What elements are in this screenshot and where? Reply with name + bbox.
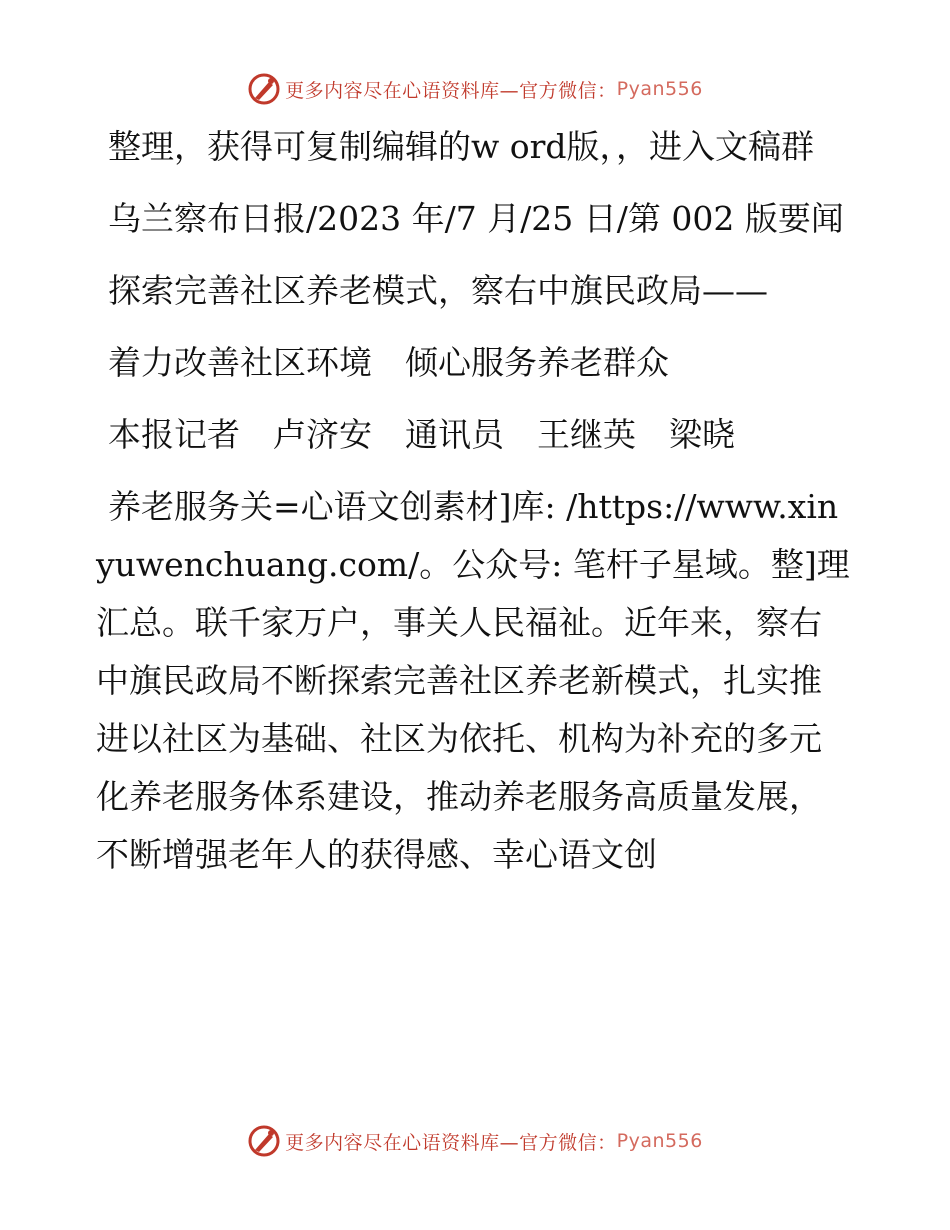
pen-logo-icon: [247, 72, 281, 106]
watermark-banner-top: [0, 72, 950, 106]
watermark-banner-bottom: [0, 1124, 950, 1158]
watermark-wechat-id: Pyan556: [616, 78, 703, 100]
headline-main: 着力改善社区环境 倾心服务养老群众: [108, 343, 669, 382]
headline-lead: 探索完善社区养老模式，察右中旗民政局——: [108, 271, 768, 310]
watermark-wechat-id: Pyan556: [616, 1130, 703, 1152]
watermark-text: 更多内容尽在心语资料库—官方微信：: [285, 1131, 617, 1154]
document-body: [96, 118, 852, 898]
watermark-text: 更多内容尽在心语资料库—官方微信：: [285, 79, 617, 102]
intro-line: 整理，获得可复制编辑的w ord版，，进入文稿群: [108, 127, 815, 166]
source-line: 乌兰察布日报/2023 年/7 月/25 日/第 002 版要闻: [108, 199, 844, 238]
byline: 本报记者 卢济安 通讯员 王继英 梁晓: [108, 415, 735, 454]
pen-logo-icon: [247, 1124, 281, 1158]
article-paragraph: 养老服务关=心语文创素材]库: /https://www.xinyuwenchuang.com/。公众号: 笔杆子星域。整]理汇总。联千家万户，事关人民福祉。近年来，察右中旗民政局不断探索完善社区养老新模式，扎实推进以社区为基础、社区为依托、机构为补充的多元化养老服务体系建设，推动养老服务高质量发展，不断增强老年人的获得感、幸心语文创: [96, 487, 850, 874]
